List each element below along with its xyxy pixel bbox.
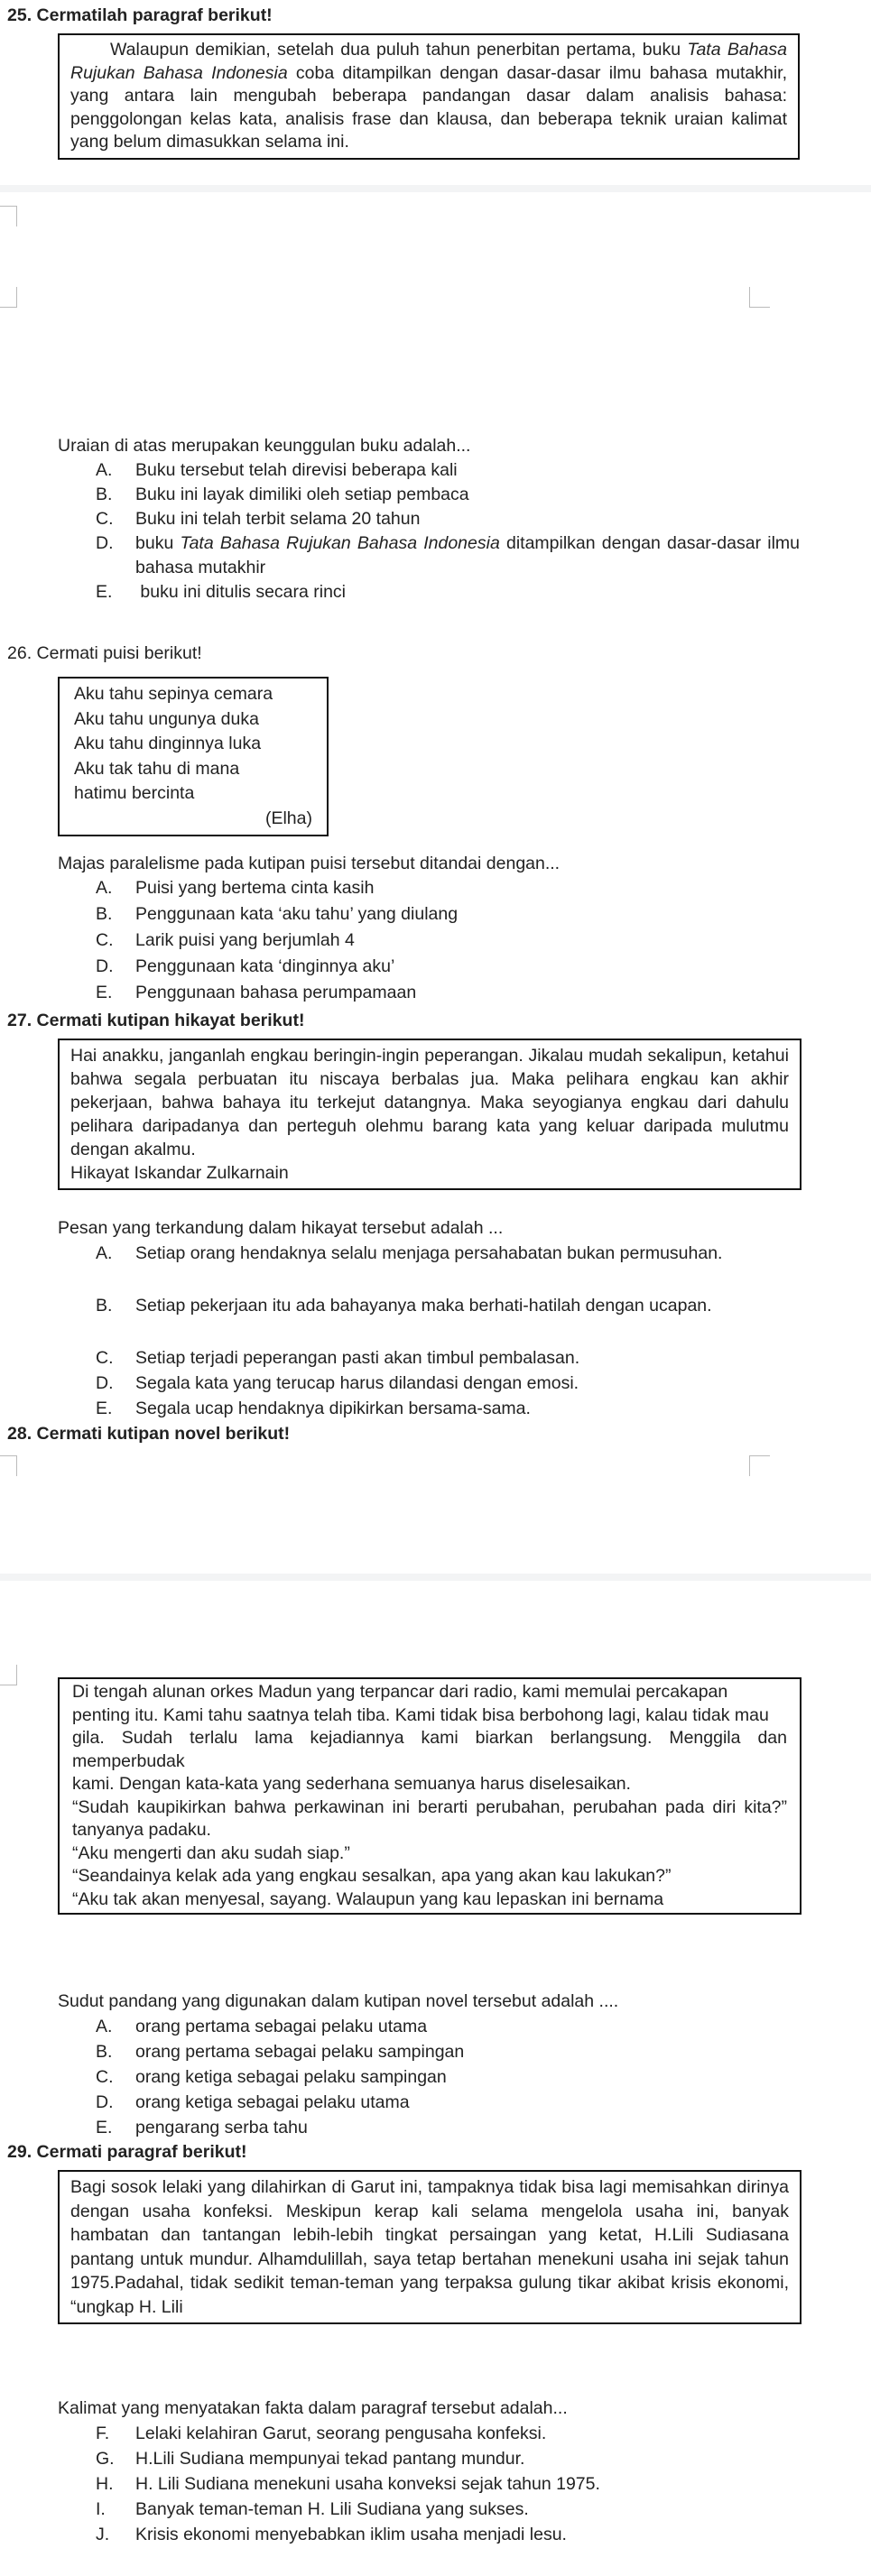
page-gap bbox=[0, 185, 871, 192]
q25-book-title: Tata Bahasa Rujukan Bahasa Indonesia bbox=[70, 40, 787, 83]
poem-line: Aku tahu ungunya duka bbox=[74, 708, 259, 729]
novel-line: kami. Dengan kata-kata yang sederhana semuanya harus diselesaikan. bbox=[72, 1774, 631, 1794]
option-letter: B. bbox=[96, 2042, 113, 2062]
poem-line: Aku tak tahu di mana bbox=[74, 758, 240, 779]
q25-passage-text-1: Walaupun demikian, setelah dua puluh tahun penerbitan pertama, buku bbox=[110, 40, 688, 60]
option-book-title: Tata Bahasa Rujukan Bahasa Indonesia bbox=[180, 533, 500, 553]
option-letter: B. bbox=[96, 1296, 113, 1316]
novel-line: “Aku tak akan menyesal, sayang. Walaupun yang kau lepaskan ini bernama bbox=[72, 1888, 664, 1909]
q25-option-b[interactable] bbox=[96, 483, 800, 507]
page-corner-mark bbox=[0, 287, 17, 308]
option-text: pengarang serba tahu bbox=[135, 2118, 308, 2137]
q27-title: 27. Cermati kutipan hikayat berikut! bbox=[7, 1011, 305, 1030]
option-letter: E. bbox=[96, 1399, 113, 1418]
option-letter: A. bbox=[96, 460, 113, 480]
option-text-post: ditampilkan dengan dasar-dasar ilmu bahasa mutakhir bbox=[135, 533, 801, 577]
q28-question: Sudut pandang yang digunakan dalam kutipan novel tersebut adalah .... bbox=[58, 1991, 619, 2011]
option-text: Buku ini layak dimiliki oleh setiap pembaca bbox=[135, 485, 469, 504]
option-text: H.Lili Sudiana mempunyai tekad pantang mundur. bbox=[135, 2449, 525, 2469]
option-text-pre: buku bbox=[135, 533, 181, 553]
q29-option-h[interactable] bbox=[96, 2472, 800, 2497]
option-letter: B. bbox=[96, 904, 113, 924]
poem-line: hatimu bercinta bbox=[74, 783, 195, 803]
q29-option-i[interactable] bbox=[96, 2498, 800, 2522]
option-letter: H. bbox=[96, 2474, 114, 2494]
option-letter: E. bbox=[96, 582, 113, 602]
q27-option-c[interactable] bbox=[96, 1346, 800, 1371]
option-letter: F. bbox=[96, 2424, 110, 2443]
option-text: Krisis ekonomi menyebabkan iklim usaha menjadi lesu. bbox=[135, 2525, 567, 2544]
q26-poem-box bbox=[58, 677, 329, 836]
option-text bbox=[135, 531, 800, 580]
q28-option-e[interactable] bbox=[96, 2116, 800, 2140]
q29-option-g[interactable] bbox=[96, 2447, 800, 2471]
q29-option-f[interactable] bbox=[96, 2422, 800, 2446]
option-text: orang ketiga sebagai pelaku utama bbox=[135, 2092, 410, 2112]
option-letter: C. bbox=[96, 509, 114, 529]
option-letter: D. bbox=[96, 533, 114, 553]
q25-question: Uraian di atas merupakan keunggulan buku adalah... bbox=[58, 436, 471, 456]
option-letter: E. bbox=[96, 983, 113, 1002]
option-letter: C. bbox=[96, 930, 114, 950]
q29-option-j[interactable] bbox=[96, 2523, 800, 2547]
q29-question: Kalimat yang menyatakan fakta dalam paragraf tersebut adalah... bbox=[58, 2398, 568, 2418]
option-letter: D. bbox=[96, 1373, 114, 1393]
poem-author: (Elha) bbox=[264, 808, 312, 828]
option-letter: E. bbox=[96, 2118, 113, 2137]
q27-passage: Hai anakku, janganlah engkau beringin-ingin peperangan. Jikalau mudah sekalipun, ketahui bahwa segala perbuatan itu niscaya berbalas jua. Maka pelihara engkau kan akhir pekerjaan, bahwa bahaya itu terkejut datangnya. Maka seyogianya engkau dari dahulu pelihara daripadanya dan perteguh olehmu barang kata yang keluar daripada mulutmu dengan akalmu. bbox=[70, 1046, 789, 1159]
q28-option-d[interactable] bbox=[96, 2091, 800, 2115]
option-text: H. Lili Sudiana menekuni usaha konveksi sejak tahun 1975. bbox=[135, 2474, 600, 2494]
option-letter: B. bbox=[96, 485, 113, 504]
option-letter: I. bbox=[96, 2499, 106, 2519]
q25-option-c[interactable] bbox=[96, 507, 800, 531]
option-letter: A. bbox=[96, 878, 113, 898]
option-letter: C. bbox=[96, 2067, 114, 2087]
option-text: orang ketiga sebagai pelaku sampingan bbox=[135, 2067, 447, 2087]
option-letter: D. bbox=[96, 956, 114, 976]
option-letter: C. bbox=[96, 1348, 114, 1368]
q25-passage-box bbox=[58, 33, 800, 160]
q26-option-e[interactable] bbox=[96, 981, 800, 1005]
q28-option-b[interactable] bbox=[96, 2040, 800, 2064]
page-corner-mark bbox=[749, 287, 770, 308]
option-text: Setiap terjadi peperangan pasti akan timbul pembalasan. bbox=[135, 1348, 580, 1368]
q25-option-a[interactable] bbox=[96, 458, 800, 483]
option-text: Penggunaan kata ‘aku tahu’ yang diulang bbox=[135, 904, 459, 924]
option-letter: G. bbox=[96, 2449, 115, 2469]
q28-option-c[interactable] bbox=[96, 2065, 800, 2090]
q25-passage-text-2: coba ditampilkan dengan dasar-dasar ilmu bahasa mutakhir, yang antara lain mengubah beberapa pandangan dasar dalam analisis bahasa: penggolongan kelas kata, analisis frase dan klausa, dan beberapa teknik uraian kalimat yang belum dimasukkan selama ini. bbox=[70, 62, 787, 152]
option-text: Penggunaan bahasa perumpamaan bbox=[135, 983, 417, 1002]
q28-passage-box bbox=[58, 1677, 802, 1915]
option-letter: A. bbox=[96, 1243, 113, 1263]
q27-passage-box bbox=[58, 1039, 802, 1190]
q26-option-c[interactable] bbox=[96, 928, 800, 953]
option-text: orang pertama sebagai pelaku utama bbox=[135, 2017, 428, 2036]
option-text: Setiap pekerjaan itu ada bahayanya maka berhati-hatilah dengan ucapan. bbox=[135, 1296, 712, 1316]
poem-line: Aku tahu dinginnya luka bbox=[74, 734, 262, 753]
option-text: orang pertama sebagai pelaku sampingan bbox=[135, 2042, 465, 2062]
q26-option-a[interactable] bbox=[96, 876, 800, 900]
q29-title: 29. Cermati paragraf berikut! bbox=[7, 2142, 247, 2162]
q29-passage-box bbox=[58, 2170, 802, 2324]
option-text: Larik puisi yang berjumlah 4 bbox=[135, 930, 355, 950]
novel-line: penting itu. Kami tahu saatnya telah tiba. Kami tidak bisa berbohong lagi, kalau tidak mau bbox=[72, 1704, 769, 1725]
q27-source: Hikayat Iskandar Zulkarnain bbox=[70, 1163, 289, 1183]
option-text: Segala kata yang terucap harus dilandasi dengan emosi. bbox=[135, 1373, 579, 1393]
q26-question: Majas paralelisme pada kutipan puisi tersebut ditandai dengan... bbox=[58, 854, 561, 873]
novel-line: “Aku mengerti dan aku sudah siap.” bbox=[72, 1842, 350, 1863]
q26-option-d[interactable] bbox=[96, 955, 800, 979]
novel-line: “Seandainya kelak ada yang engkau sesalkan, apa yang akan kau lakukan?” bbox=[72, 1866, 672, 1886]
option-text: Buku ini telah terbit selama 20 tahun bbox=[135, 509, 421, 529]
q25-option-d[interactable] bbox=[96, 531, 800, 580]
novel-line: gila. Sudah terlalu lama kejadiannya kami biarkan berlangsung. Menggila dan memperbudak bbox=[72, 1728, 787, 1771]
q26-option-b[interactable] bbox=[96, 902, 800, 927]
q27-question: Pesan yang terkandung dalam hikayat tersebut adalah ... bbox=[58, 1218, 504, 1238]
page-corner-mark bbox=[0, 1455, 17, 1476]
page-corner-mark bbox=[0, 1665, 17, 1685]
option-text: Segala ucap hendaknya dipikirkan bersama-sama. bbox=[135, 1399, 531, 1418]
option-text: Puisi yang bertema cinta kasih bbox=[135, 878, 375, 898]
option-letter: D. bbox=[96, 2092, 114, 2112]
q27-option-a[interactable] bbox=[96, 1242, 800, 1266]
q26-title: 26. Cermati puisi berikut! bbox=[7, 643, 202, 663]
page-gap bbox=[0, 1574, 871, 1581]
option-text: Setiap orang hendaknya selalu menjaga persahabatan bukan permusuhan. bbox=[135, 1243, 723, 1263]
option-letter: A. bbox=[96, 2017, 113, 2036]
q27-option-e[interactable] bbox=[96, 1397, 800, 1421]
option-text: Buku tersebut telah direvisi beberapa kali bbox=[135, 460, 458, 480]
q25-title: 25. Cermatilah paragraf berikut! bbox=[7, 5, 273, 25]
q29-passage: Bagi sosok lelaki yang dilahirkan di Garut ini, tampaknya tidak bisa lagi memisahkan dirinya dengan usaha konfeksi. Meskipun kerap kali selama mengelola usaha ini, banyak hambatan dan tantangan lebih-lebih tingkat persaingan yang ketat, H.Lili Sudiasana pantang untuk mundur. Alhamdulillah, saya tetap bertahan menekuni usaha ini sejak tahun 1975.Padahal, tidak sedikit teman-teman yang terpaksa gulung tikar akibat krisis ekonomi, “ungkap H. Lili bbox=[70, 2177, 789, 2317]
option-text: Penggunaan kata ‘dinginnya aku’ bbox=[135, 956, 395, 976]
page-corner-mark bbox=[0, 206, 17, 226]
q28-option-a[interactable] bbox=[96, 2015, 800, 2039]
option-text: Banyak teman-teman H. Lili Sudiana yang sukses. bbox=[135, 2499, 529, 2519]
q28-title: 28. Cermati kutipan novel berikut! bbox=[7, 1424, 291, 1444]
q25-option-e[interactable] bbox=[96, 580, 800, 605]
option-letter: J. bbox=[96, 2525, 110, 2544]
option-text: buku ini ditulis secara rinci bbox=[135, 582, 347, 602]
q27-option-d[interactable] bbox=[96, 1371, 800, 1396]
page-corner-mark bbox=[749, 1455, 770, 1476]
novel-line: “Sudah kaupikirkan bahwa perkawinan ini berarti perubahan, perubahan pada diri kita?” tanyanya padaku. bbox=[72, 1796, 787, 1840]
q27-option-b[interactable] bbox=[96, 1294, 800, 1318]
novel-line: Di tengah alunan orkes Madun yang terpancar dari radio, kami memulai percakapan bbox=[72, 1682, 728, 1702]
q25-passage bbox=[70, 39, 787, 154]
poem-line: Aku tahu sepinya cemara bbox=[74, 684, 273, 704]
option-text: Lelaki kelahiran Garut, seorang pengusaha konfeksi. bbox=[135, 2424, 547, 2443]
